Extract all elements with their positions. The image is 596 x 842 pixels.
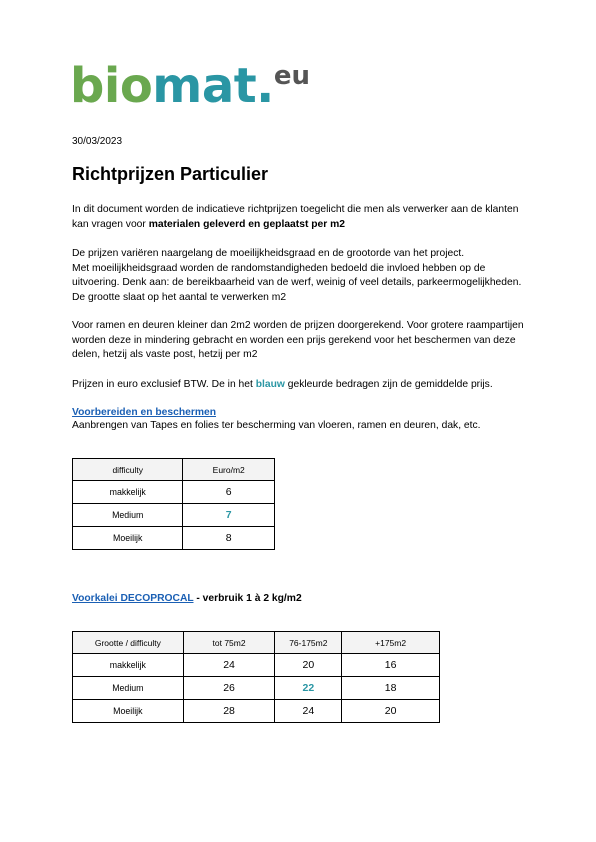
- table-header-cell: tot 75m2: [183, 632, 275, 654]
- section1-price-table: [72, 458, 275, 550]
- section1-link[interactable]: Voorbereiden en beschermen: [72, 407, 217, 418]
- logo-bio: bio: [70, 58, 153, 114]
- intro-paragraph: [72, 203, 532, 232]
- table-cell: 16: [342, 654, 440, 677]
- section1-description: Aanbrengen van Tapes en folies ter bescherming van vloeren, ramen en deuren, dak, etc.: [72, 420, 481, 431]
- table-cell: 6: [183, 481, 275, 504]
- section2-link[interactable]: Voorkalei DECOPROCAL: [72, 593, 194, 604]
- table-cell: 18: [342, 677, 440, 700]
- table-cell: 8: [183, 527, 275, 550]
- para3-text: Met moeilijkheidsgraad worden de randomstandigheden bedoeld die invloed hebben op de uitvoering. Denk aan: de bereikbaarheid van de werf, weinig of veel details, parkeermogelijkheden. De grootte slaat op het aantal te verwerken m2: [72, 262, 522, 303]
- table-row-label: makkelijk: [73, 654, 184, 677]
- price-variation-paragraph: [72, 247, 532, 305]
- table-row-label: Medium: [73, 504, 183, 527]
- windows-doors-paragraph: Voor ramen en deuren kleiner dan 2m2 worden de prijzen doorgerekend. Voor grotere raampartijen worden deze in mindering gebracht en worden een prijs gerekend voor het beschermen van deze delen, hetzij als vaste post, hetzij per m2: [72, 320, 524, 360]
- table-row: [73, 527, 275, 550]
- table-header-row: [73, 459, 275, 481]
- table-row: [73, 677, 440, 700]
- section2-price-table: [72, 631, 440, 723]
- table-row-label: Moeilijk: [73, 700, 184, 723]
- table-header-cell: +175m2: [342, 632, 440, 654]
- section2-suffix: - verbruik 1 à 2 kg/m2: [193, 593, 302, 604]
- logo-mat: mat: [152, 58, 257, 114]
- table-cell: 24: [275, 700, 342, 723]
- document-date: 30/03/2023: [72, 136, 123, 147]
- table-cell-average: 7: [183, 504, 275, 527]
- intro-bold: materialen geleverd en geplaatst per m2: [148, 218, 345, 230]
- table-row-label: makkelijk: [73, 481, 183, 504]
- table-header-cell: difficulty: [73, 459, 183, 481]
- table-row-label: Medium: [73, 677, 184, 700]
- table-row: [73, 504, 275, 527]
- table-header-cell: Euro/m2: [183, 459, 275, 481]
- logo-dot: .: [256, 58, 274, 114]
- table-cell-average: 22: [275, 677, 342, 700]
- table-cell: 28: [183, 700, 275, 723]
- table-row: [73, 481, 275, 504]
- table-cell: 20: [342, 700, 440, 723]
- vat-after: gekleurde bedragen zijn de gemiddelde prijs.: [284, 379, 493, 390]
- table-cell: 24: [183, 654, 275, 677]
- intro-text: In dit document worden de indicatieve richtprijzen toegelicht die men als verwerker aan de klanten kan vragen voor: [72, 204, 519, 230]
- biomat-logo: [70, 58, 311, 114]
- page-title: Richtprijzen Particulier: [72, 164, 269, 184]
- table-cell: 26: [183, 677, 275, 700]
- section2-heading: [72, 593, 302, 604]
- vat-before: Prijzen in euro exclusief BTW. De in het: [72, 379, 256, 390]
- table-row: [73, 700, 440, 723]
- vat-highlight: blauw: [255, 379, 285, 390]
- table-row: [73, 654, 440, 677]
- logo-eu: eu: [273, 61, 311, 91]
- table-row-label: Moeilijk: [73, 527, 183, 550]
- table-cell: 20: [275, 654, 342, 677]
- table-header-row: [73, 632, 440, 654]
- table-header-cell: Grootte / difficulty: [73, 632, 184, 654]
- table-header-cell: 76-175m2: [275, 632, 342, 654]
- vat-paragraph: [72, 378, 532, 393]
- para2-text: De prijzen variëren naargelang de moeilijkheidsgraad en de grootorde van het project.: [72, 248, 465, 259]
